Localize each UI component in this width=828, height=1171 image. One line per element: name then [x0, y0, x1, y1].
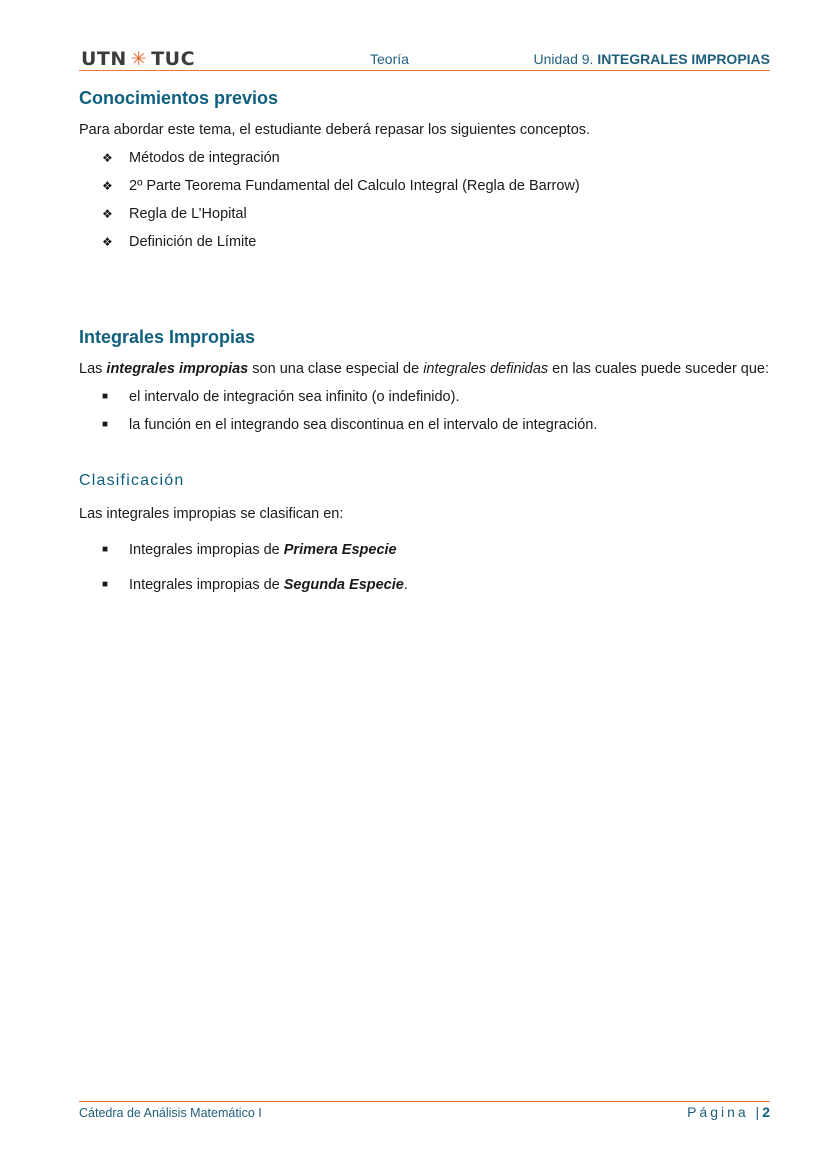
diamond-bullet-icon: ❖ [102, 179, 113, 193]
diamond-bullet-icon: ❖ [102, 207, 113, 221]
list-item: ■ la función en el integrando sea discontinua en el intervalo de integración. [79, 411, 770, 439]
list-item: ■ Integrales impropias de Segunda Especie. [79, 571, 770, 599]
classification-list [79, 536, 770, 599]
list-item: ❖ Regla de L’Hopital [79, 200, 770, 228]
page-footer [79, 1101, 770, 1120]
utn-tuc-logo [81, 48, 195, 70]
diamond-bullet-icon: ❖ [102, 235, 113, 249]
section-title-prerequisites: Conocimientos previos [79, 88, 279, 108]
list-item: ❖ Definición de Límite [79, 228, 770, 256]
list-item: ■ el intervalo de integración sea infinito (o indefinido). [79, 383, 770, 411]
list-item: ■ Integrales impropias de Primera Especie [79, 536, 770, 564]
header-section-label: Teoría [370, 51, 409, 67]
page-number-label: Página |2 [687, 1104, 770, 1120]
unit-number: Unidad 9. [533, 51, 594, 67]
footer-course-name: Cátedra de Análisis Matemático I [79, 1106, 262, 1120]
page-content [79, 88, 770, 599]
conditions-list [79, 383, 770, 439]
term-integrales-impropias: integrales impropias [106, 361, 249, 377]
square-bullet-icon: ■ [102, 544, 109, 555]
diamond-bullet-icon: ❖ [102, 151, 113, 165]
square-bullet-icon: ■ [102, 579, 109, 590]
section-title-classification: Clasificación [79, 472, 185, 489]
square-bullet-icon: ■ [102, 419, 109, 430]
page-header [79, 46, 770, 71]
logo-text-tuc: TUC [151, 48, 196, 70]
list-item: ❖ 2º Parte Teorema Fundamental del Calculo Integral (Regla de Barrow) [79, 172, 770, 200]
prerequisites-intro: Para abordar este tema, el estudiante deberá repasar los siguientes conceptos. [79, 122, 591, 138]
definition-paragraph: Las integrales impropias son una clase especial de integrales definidas en las cuales puede suceder que: [79, 361, 770, 377]
logo-text-utn: UTN [81, 48, 127, 70]
square-bullet-icon: ■ [102, 391, 109, 402]
header-unit-title [533, 51, 770, 67]
unit-name: INTEGRALES IMPROPIAS [597, 51, 770, 67]
prerequisites-list [79, 144, 770, 256]
section-title-improper-integrals: Integrales Impropias [79, 327, 256, 347]
list-item: ❖ Métodos de integración [79, 144, 770, 172]
asterisk-star-icon: ✳ [130, 48, 148, 70]
page-number: 2 [762, 1104, 770, 1120]
term-integrales-definidas: integrales definidas [423, 361, 549, 377]
classification-intro: Las integrales impropias se clasifican en: [79, 506, 344, 522]
